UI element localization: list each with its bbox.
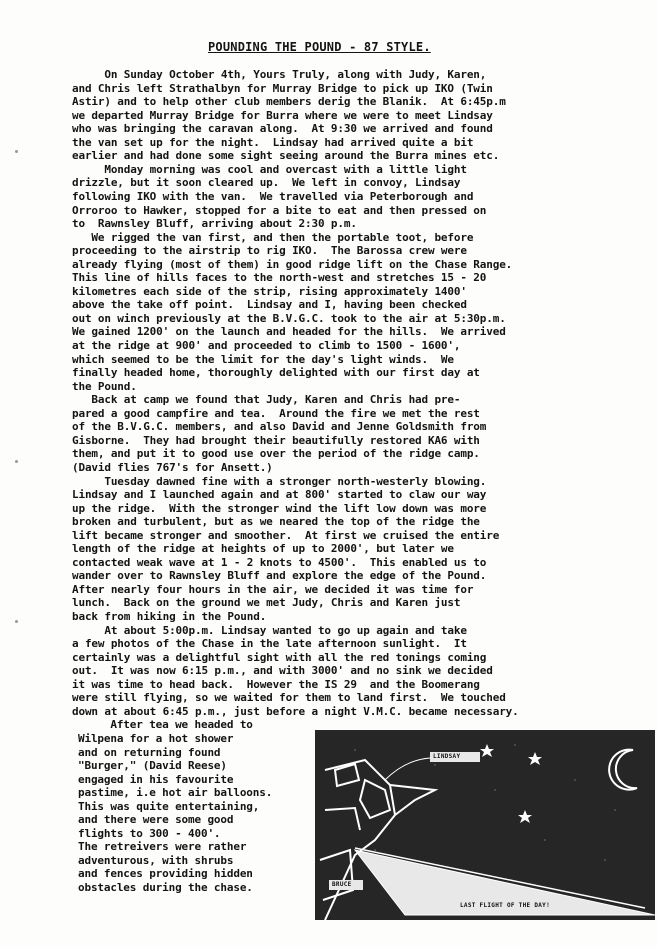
side-column-line: obstacles during the chase.	[78, 881, 253, 894]
body-line: broken and turbulent, but as we neared the top of the ridge the	[72, 515, 480, 529]
body-line: We rigged the van first, and then the portable toot, before	[72, 230, 474, 244]
body-line: contacted weak wave at 1 - 2 knots to 4500'. This enabled us to	[72, 555, 487, 569]
body-line: the Pound.	[72, 379, 137, 393]
body-line: of the B.V.G.C. members, and also David and Jenne Goldsmith from	[72, 420, 487, 434]
side-column-line: engaged in his favourite	[78, 772, 234, 786]
scan-speck	[15, 620, 18, 623]
body-line: Back at camp we found that Judy, Karen and Chris had pre-	[72, 393, 461, 407]
side-column-line: pastime, i.e hot air balloons.	[78, 786, 273, 800]
body-line: After nearly four hours in the air, we decided it was time for	[72, 582, 474, 596]
pilot-label-bruce: BRUCE	[332, 881, 352, 888]
side-column-line: After tea we headed to	[78, 718, 253, 732]
pilot-label-lindsay: LINDSAY	[433, 753, 461, 760]
body-line: On Sunday October 4th, Yours Truly, along with Judy, Karen,	[72, 68, 487, 81]
body-line: out. It was now 6:15 p.m., and with 3000' and no sink we decided	[72, 664, 493, 678]
body-line: and Chris left Strathalbyn for Murray Bridge to pick up IKO (Twin	[72, 81, 493, 95]
body-line: them, and put it to good use over the period of the ridge camp.	[72, 447, 480, 461]
body-line: to Rawnsley Bluff, arriving about 2:30 p.m.	[72, 217, 357, 231]
scan-speck	[15, 460, 18, 463]
body-line: pared a good campfire and tea. Around the fire we met the rest	[72, 406, 480, 420]
body-line: Tuesday dawned fine with a stronger north-westerly blowing.	[72, 474, 487, 488]
body-line: Monday morning was cool and overcast with a little light	[72, 162, 467, 176]
body-line: we departed Murray Bridge for Burra where we were to meet Lindsay	[72, 108, 493, 122]
body-line: a few photos of the Chase in the late afternoon sunlight. It	[72, 637, 467, 651]
body-line: up the ridge. With the stronger wind the lift low down was more	[72, 501, 487, 515]
side-column-line: "Burger," (David Reese)	[78, 759, 227, 773]
body-line: kilometres each side of the strip, rising approximately 1400'	[72, 284, 467, 298]
page-title: POUNDING THE POUND - 87 STYLE.	[208, 40, 431, 54]
body-line: who was bringing the caravan along. At 9:30 we arrived and found	[72, 122, 493, 136]
side-column-line: This was quite entertaining,	[78, 799, 260, 813]
scan-speck	[15, 150, 18, 153]
illustration-caption: LAST FLIGHT OF THE DAY!	[460, 902, 550, 909]
body-line: length of the ridge at heights of up to 2000', but later we	[72, 542, 454, 556]
body-line: Orroroo to Hawker, stopped for a bite to eat and then pressed on	[72, 203, 487, 217]
night-sky-drawing	[315, 730, 655, 920]
side-column-line: flights to 300 - 400'.	[78, 826, 221, 840]
body-line: at the ridge at 900' and proceeded to climb to 1500 - 1600',	[72, 339, 461, 352]
body-line: (David flies 767's for Ansett.)	[72, 460, 273, 474]
side-column-line: and fences providing hidden	[78, 867, 253, 881]
body-line: the van set up for the night. Lindsay had arrived quite a bit	[72, 135, 474, 149]
body-line: Astir) and to help other club members derig the Blanik. At 6:45p.m	[72, 95, 506, 109]
glider-illustration	[315, 730, 655, 920]
side-column-line: The retreivers were rather	[78, 840, 247, 854]
body-line: finally headed home, thoroughly delighted with our first day at	[72, 366, 480, 380]
body-line: certainly was a delightful sight with all the red tonings coming	[72, 650, 487, 664]
side-column-line: adventurous, with shrubs	[78, 853, 234, 867]
body-line: above the take off point. Lindsay and I, having been checked	[72, 298, 467, 312]
body-line: lunch. Back on the ground we met Judy, Chris and Karen just	[72, 596, 461, 610]
body-line: already flying (most of them) in good ridge lift on the Chase Range.	[72, 257, 513, 271]
body-line: out on winch previously at the B.V.G.C. took to the air at 5:30p.m.	[72, 311, 506, 325]
side-column-line: and on returning found	[78, 745, 221, 759]
side-column-line: Wilpena for a hot shower	[78, 731, 234, 745]
body-line: back from hiking in the Pound.	[72, 610, 267, 623]
body-line: At about 5:00p.m. Lindsay wanted to go up again and take	[72, 623, 467, 637]
body-line: Gisborne. They had brought their beautifully restored KA6 with	[72, 433, 480, 447]
body-line: This line of hills faces to the north-west and stretches 15 - 20	[72, 271, 487, 285]
body-line: Lindsay and I launched again and at 800' started to claw our way	[72, 488, 487, 502]
body-line: it was time to head back. However the IS 29 and the Boomerang	[72, 677, 480, 691]
body-line: drizzle, but it soon cleared up. We left in convoy, Lindsay	[72, 176, 461, 190]
body-line: proceeding to the airstrip to rig IKO. The Barossa crew were	[72, 244, 467, 258]
body-line: We gained 1200' on the launch and headed for the hills. We arrived	[72, 325, 506, 339]
body-line: down at about 6:45 p.m., just before a night V.M.C. became necessary.	[72, 704, 519, 718]
body-line: which seemed to be the limit for the day's light winds. We	[72, 352, 454, 366]
body-line: were still flying, so we waited for them to land first. We touched	[72, 691, 506, 705]
body-line: lift became stronger and smoother. At first we cruised the entire	[72, 528, 500, 542]
body-line: wander over to Rawnsley Bluff and explore the edge of the Pound.	[72, 569, 487, 583]
body-line: earlier and had done some sight seeing around the Burra mines etc.	[72, 149, 500, 163]
body-line: following IKO with the van. We travelled via Peterborough and	[72, 189, 474, 203]
side-column-line: and there were some good	[78, 813, 234, 827]
